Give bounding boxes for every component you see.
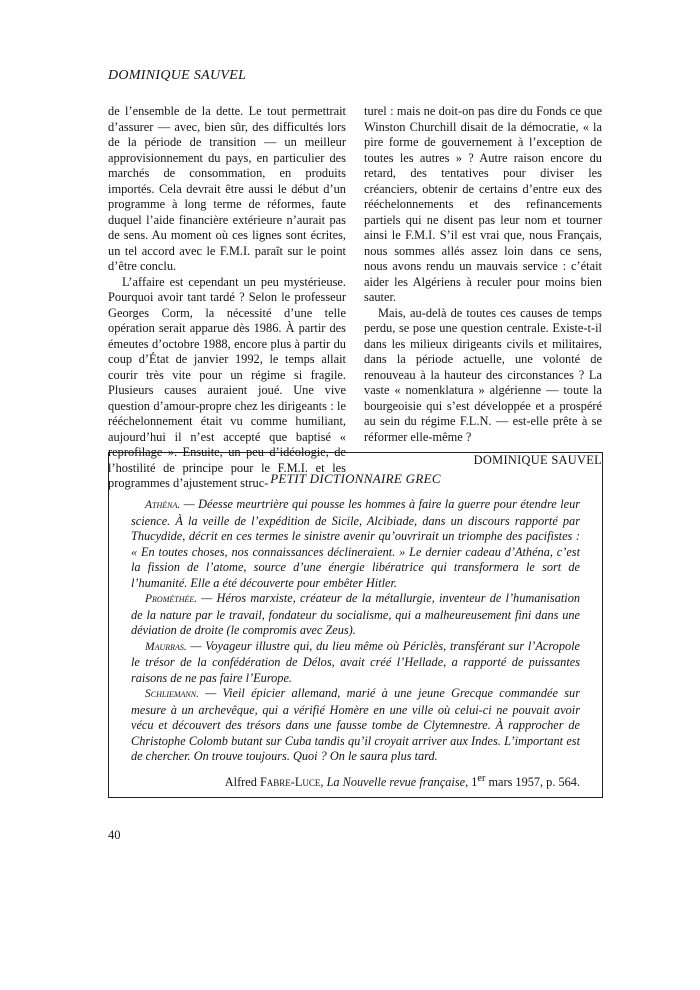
entry-text: — Vieil épicier allemand, marié à une jeune Grecque commandée sur mesure à un archevêque, qui a vérifié Homère en une ville où celui-ci ne pouvait avoir vécu et découvert des trésors dans une fausse tombe de Clytemnestre. À rapprocher de Christophe Colomb butant sur Cuba tandis qu’il croyait arriver aux Indes. L’important est de chercher. On trouve toujours. Quoi ? On le saura plus tard. xyxy=(131,686,580,763)
entry-text: — Voyageur illustre qui, du lieu même où Périclès, transférant sur l’Acropole le trésor de la confédération de Délos, avait créé l’Hellade, a rapporté de puissantes raisons de ne pas faire l’Europe. xyxy=(131,638,580,685)
entry-headword: Maurras. xyxy=(145,640,187,653)
entry-headword: Athéna. xyxy=(145,499,181,511)
paragraph: L’affaire est cependant un peu mystérieuse. Pourquoi avoir tant tardé ? Selon le professeur Georges Corm, la nécessité d’une telle opération serait apparue dès 1986. À partir des émeutes d’octobre 1988, encore plus à partir du coup d’État de janvier 1992, le temps allait courir très vite pour un régime si fragile. Plusieurs causes auraient joué. Une vive question d’amour-propre chez les dirigeants : le rééchelonnement était vu comme humiliant, aujourd’hui il n’est accepté que baptisé « reprofilage ». Ensuite, un peu d’idéologie, de l’hostilité de principe pour le F.M.I. et les programmes d’ajustement struc- xyxy=(108,274,346,490)
citation-work: La Nouvelle revue française, xyxy=(326,774,469,789)
dictionary-entry xyxy=(131,497,580,591)
source-citation xyxy=(131,771,580,791)
dictionary-entry xyxy=(131,591,580,639)
paragraph: Mais, au-delà de toutes ces causes de temps perdu, se pose une question centrale. Existe-t-il dans les milieux dirigeants civils et militaires, dans la période actuelle, une volonté de renouveau à la hauteur des circonstances ? La vaste « nomenklatura » algérienne — toute la bourgeoisie qui s’est développée et a prospéré au sein du régime F.L.N. — est-elle prête à se réformer elle-même ? xyxy=(364,305,602,444)
article-column-right xyxy=(364,104,602,492)
entry-headword: Schliemann. xyxy=(145,688,199,700)
paragraph: turel : mais ne doit-on pas dire du Fonds ce que Winston Churchill disait de la démocratie, « la pire forme de gouvernement à l’exception de toutes les autres » ? Autre raison encore du retard, des tentatives pour diviser les créanciers, obtenir de certains d’entre eux des rééchelonnements et des refinancements partiels qui ne disent pas leur nom et tourner ainsi le F.M.I. S’il est vrai que, nous Français, nous sommes allés assez loin dans ce sens, nous avons rendu un mauvais service : c’était aider les Algériens à reculer pour moins bien sauter. xyxy=(364,104,602,304)
dictionary-entry xyxy=(131,639,580,687)
citation-author-first: Alfred xyxy=(224,774,257,789)
citation-date-sup: er xyxy=(477,772,486,784)
entry-text: — Héros marxiste, créateur de la métallurgie, inventeur de l’humanisation de la nature par le travail, fondateur du socialisme, qui a malheureusement fini dans une déviation de droite (le compromis avec Zeus). xyxy=(131,591,580,637)
article-column-left xyxy=(108,104,346,492)
running-head: DOMINIQUE SAUVEL xyxy=(108,68,247,83)
entry-text: — Déesse meurtrière qui pousse les hommes à faire la guerre pour étendre leur science. À la veille de l’expédition de Sicile, Alcibiade, dans un discours rapporté par Thucydide, décrit en ces termes le sinistre avenir qu’ouvrirait un triomphe des pacifistes : « En toutes choses, nos connaissances déclineraient. » Le dernier cadeau d’Athéna, c’est la fission de l’atome, source d’une énergie libératrice qui transformera le sort de l’humanité. Elle a été découverte pour embêter Hitler. xyxy=(131,497,580,590)
page-number: 40 xyxy=(108,828,121,842)
author-signature: DOMINIQUE SAUVEL xyxy=(473,453,602,467)
entry-headword: Prométhée. xyxy=(145,593,198,605)
article-body xyxy=(108,104,602,492)
dictionary-entry xyxy=(131,686,580,765)
paragraph: de l’ensemble de la dette. Le tout permettrait d’assurer — avec, bien sûr, des difficultés lors de la période de transition — un meilleur approvisionnement du pays, en particulier des marchés de consommation, en produits importés. Cela devrait être aussi le début d’un programme à long terme de réformes, faute duquel l’aide financière extérieure n’aurait pas de sens. Au moment où ces lignes sont écrites, un tel accord avec le F.M.I. paraît sur le point d’être conclu. xyxy=(108,104,346,273)
citation-date-day: 1 xyxy=(471,774,478,789)
box-title: PETIT DICTIONNAIRE GREC xyxy=(270,471,441,486)
sidebar-box-dictionary xyxy=(108,452,603,798)
citation-author-last: Fabre-Luce, xyxy=(259,774,324,789)
citation-date-rest: mars 1957, p. 564. xyxy=(488,774,580,789)
